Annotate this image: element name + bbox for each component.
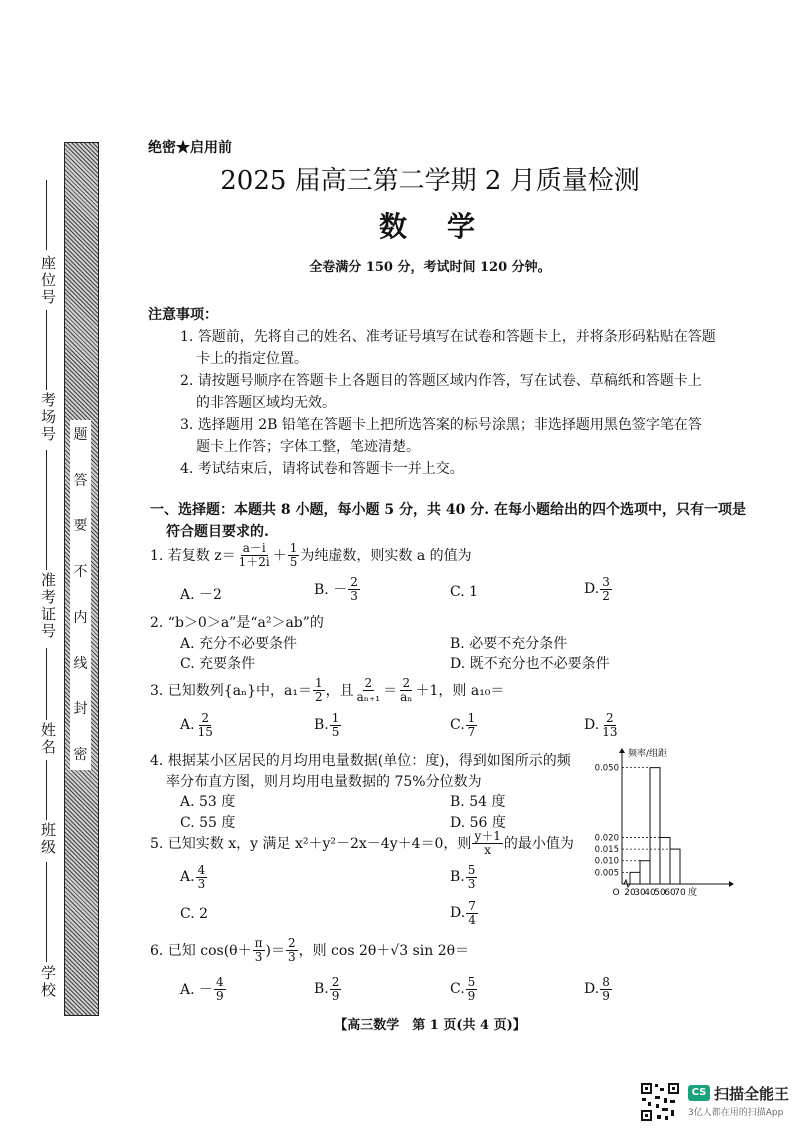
seal-char: 内 [73,609,88,626]
x-tick-label: 50 [654,888,666,898]
seal-char: 答 [73,472,88,489]
field-name: 姓名 [39,722,57,756]
question-6-option-c: C. $\frac{5}{9}$ [450,975,476,1003]
notice-line: 3. 选择题用 2B 铅笔在答题卡上把所选答案的标号涂黑；非选择题用黑色签字笔在答 [180,417,702,433]
field-line [46,450,47,570]
x-tick-label: 40 [644,888,656,898]
question-4-stem-line1: 4. 根据某小区居民的月均用电量数据(单位：度)，得到如图所示的频 [150,753,571,769]
field-line [46,648,47,720]
y-tick-label: 0.005 [594,868,619,879]
seal-char: 封 [73,701,88,718]
question-6-option-b: B. $\frac{2}{9}$ [314,975,340,1003]
question-2-option-a: A. 充分不必要条件 [180,636,298,652]
question-3-option-d: D. $\frac{2}{13}$ [584,711,618,739]
field-line [46,862,47,962]
section-heading: 一、选择题：本题共 8 小题，每小题 5 分，共 40 分. 在每小题给出的四个选项中，只有一项是 [150,502,746,518]
question-1-option-b: B. － $\frac{2}{3}$ [314,575,358,603]
question-3-option-a: A. $\frac{2}{15}$ [180,711,213,739]
histogram-bar [670,849,680,884]
notice-line: 4. 考试结束后，请将试卷和答题卡一并上交。 [180,461,464,477]
question-5-option-a: A. $\frac{4}{3}$ [180,863,206,891]
question-1-option-a: A. －2 [180,587,222,603]
y-tick-label: 0.010 [594,856,619,867]
question-4-option-c: C. 55 度 [180,815,236,831]
question-4-option-b: B. 54 度 [450,794,506,810]
x-tick-label: 20 [624,888,636,898]
seal-char: 要 [73,518,88,535]
frequency-histogram [580,742,740,902]
field-line [46,760,47,820]
question-6-option-a: A. － $\frac{4}{9}$ [180,975,224,1003]
notice-title: 注意事项： [148,307,218,323]
y-axis-label: 频率/组距 [628,749,668,759]
question-5-option-d: D. $\frac{7}{4}$ [450,899,476,927]
y-tick-label: 0.015 [594,845,619,856]
histogram-bar [650,768,660,884]
camscanner-logo-icon: CS [688,1085,710,1101]
notice-line: 1. 答题前，先将自己的姓名、准考证号填写在试卷和答题卡上，并将条形码粘贴在答题 [180,329,716,345]
field-school: 学校 [39,965,57,999]
question-2-stem: 2. “b＞0＞a”是“a²＞ab”的 [150,615,324,631]
question-4-option-a: A. 53 度 [180,794,236,810]
watermark-brand: 扫描全能王 [714,1085,790,1103]
histogram-bar [660,837,670,884]
x-tick-label: 60 [664,888,676,898]
question-1-option-c: C. 1 [450,584,479,600]
notice-line: 卡上的指定位置。 [196,351,308,367]
question-6-option-d: D. $\frac{8}{9}$ [584,975,610,1003]
histogram-bar [630,872,640,884]
field-ticket: 准考证号 [39,572,57,640]
subject-title: 数 学 [378,210,481,243]
exam-info: 全卷满分 150 分，考试时间 120 分钟。 [309,260,551,275]
question-5-option-c: C. 2 [180,906,209,922]
field-class: 班级 [39,822,57,856]
origin-label: O [612,888,620,898]
question-3-stem: 3. 已知数列{aₙ}中，a₁＝ $\frac{1}{2}$ ，且 $\frac{2}{\text{aₙ₊₁}}$ ＝ $\frac{2}{\text{aₙ}}$ ＋1，则 a₁₀＝ [150,676,505,704]
page-footer: 【高三数学 第 1 页(共 4 页)】 [334,1018,526,1033]
question-4-stem-line2: 率分布直方图，则月均用电量数据的 75%分位数为 [166,774,482,790]
question-5-stem: 5. 已知实数 x，y 满足 x²＋y²－2x－4y＋4＝0，则 $\frac{y+1}{x}$ 的最小值为 [150,829,574,857]
field-room: 考场号 [39,392,57,443]
question-1-option-d: D. $\frac{3}{2}$ [584,575,610,603]
x-tick-label: 70 [674,888,686,898]
section-heading-cont: 符合题目要求的. [166,524,269,540]
question-4-option-d: D. 56 度 [450,815,506,831]
y-tick-label: 0.050 [594,763,619,774]
seal-notice [70,420,91,770]
question-6-stem: 6. 已知 cos(θ＋ $\frac{\pi}{3}$ )＝ $\frac{2}{3}$ ，则 cos 2θ＋√3 sin 2θ＝ [150,936,470,964]
notice-line: 题卡上作答；字体工整，笔迹清楚。 [196,439,420,455]
question-3-option-c: C. $\frac{1}{7}$ [450,711,476,739]
y-axis-arrow [619,748,625,753]
question-2-option-d: D. 既不充分也不必要条件 [450,656,610,672]
x-tick-label: 30 [634,888,646,898]
watermark-tagline: 3亿人都在用的扫描App [688,1108,784,1118]
seal-char: 密 [73,746,88,763]
notice-line: 2. 请按题号顺序在答题卡上各题目的答题区域内作答，写在试卷、草稿纸和答题卡上 [180,373,702,389]
seal-char: 线 [73,655,88,672]
x-axis-label: 度 [688,888,698,898]
field-seat: 座位号 [39,255,57,306]
x-axis-arrow [729,881,734,887]
field-line [46,310,47,390]
qr-code-icon [640,1082,680,1122]
histogram-bar [640,861,650,884]
question-2-option-b: B. 必要不充分条件 [450,636,568,652]
seal-char: 题 [73,427,88,443]
question-1-stem: 1. 若复数 z＝ $\frac{a-i}{1+2i}$ ＋ $\frac{1}{5}$ 为纯虚数，则实数 a 的值为 [150,541,472,569]
question-5-option-b: B. $\frac{5}{3}$ [450,863,476,891]
seal-char: 不 [73,564,88,581]
question-3-option-b: B. $\frac{1}{5}$ [314,711,340,739]
notice-line: 的非答题区域均无效。 [196,395,336,411]
exam-title: 2025 届高三第二学期 2 月质量检测 [220,166,640,196]
y-tick-label: 0.020 [594,833,619,844]
secret-label: 绝密★启用前 [148,140,232,156]
question-2-option-c: C. 充要条件 [180,656,256,672]
